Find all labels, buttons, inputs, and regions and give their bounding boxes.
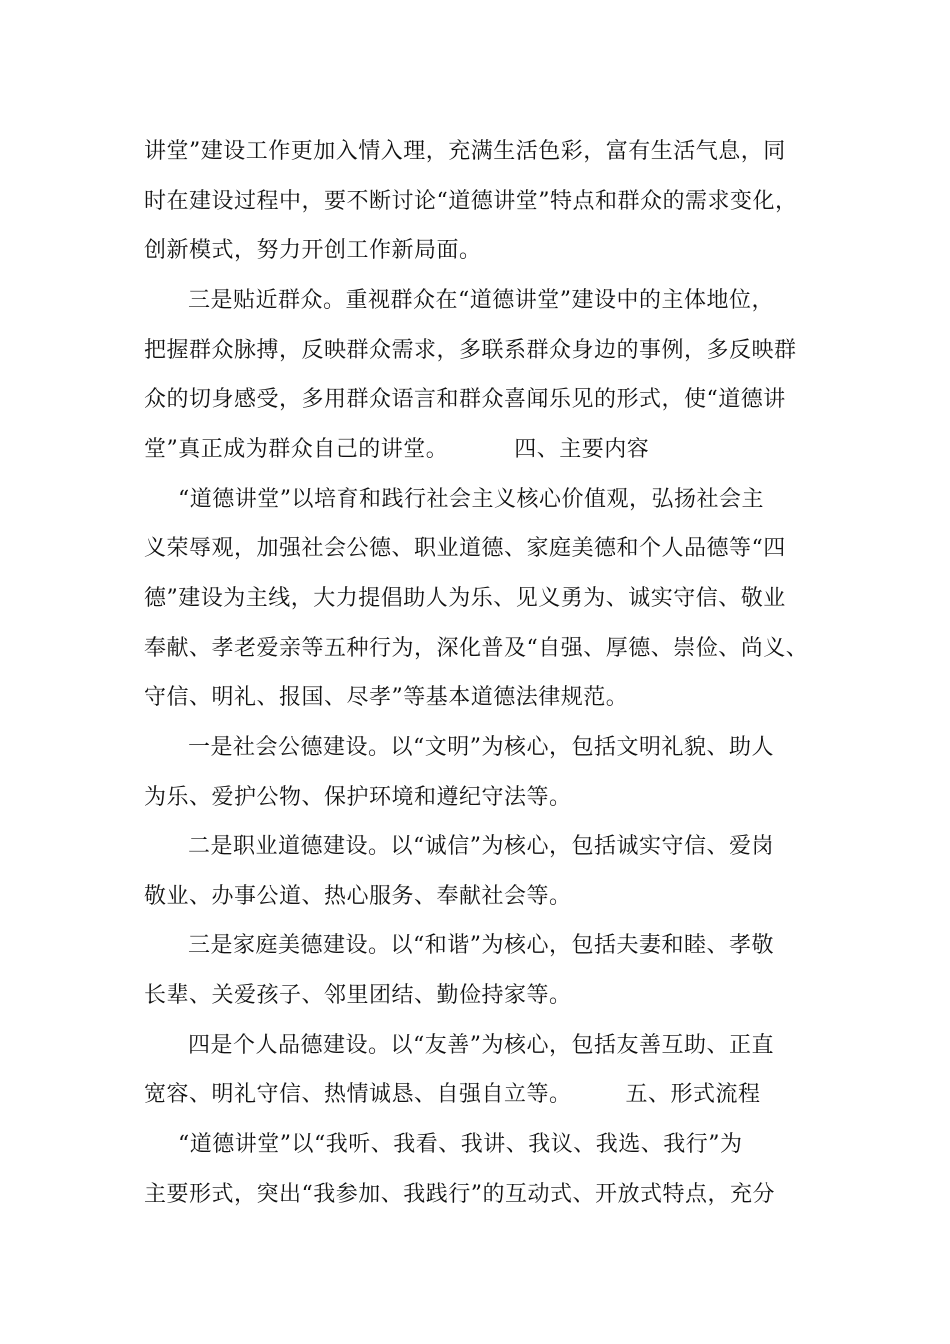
- paragraph-line: 众的切身感受，多用群众语言和群众喜闻乐见的形式，使“道德讲: [144, 387, 786, 412]
- paragraph-line: [0, 1081, 950, 1109]
- section-heading-4: 四、主要内容: [514, 437, 650, 462]
- paragraph-line: 义荣辱观，加强社会公德、职业道德、家庭美德和个人品德等“四: [144, 536, 786, 561]
- paragraph-line: 为乐、爱护公物、保护环境和遵纪守法等。: [144, 785, 572, 810]
- paragraph-line: 一是社会公德建设。以“文明”为核心，包括文明礼貌、助人: [188, 735, 774, 760]
- paragraph-line: 奉献、孝老爱亲等五种行为，深化普及“自强、厚德、崇俭、尚义、: [144, 636, 809, 661]
- paragraph-line: “道德讲堂”以“我听、我看、我讲、我议、我选、我行”为: [178, 1132, 743, 1157]
- paragraph-line: 敬业、办事公道、热心服务、奉献社会等。: [144, 884, 572, 909]
- paragraph-line: 时在建设过程中，要不断讨论“道德讲堂”特点和群众的需求变化，: [144, 189, 798, 214]
- paragraph-text: 宽容、明礼守信、热情诚恳、自强自立等。: [144, 1082, 572, 1107]
- paragraph-line: “道德讲堂”以培育和践行社会主义核心价值观，弘扬社会主: [178, 487, 764, 512]
- section-heading-5: 五、形式流程: [625, 1082, 761, 1107]
- paragraph-line: 三是家庭美德建设。以“和谐”为核心，包括夫妻和睦、孝敬: [188, 933, 774, 958]
- paragraph-line: 二是职业道德建设。以“诚信”为核心，包括诚实守信、爱岗: [188, 834, 774, 859]
- paragraph-line: 守信、明礼、报国、尽孝”等基本道德法律规范。: [144, 685, 629, 710]
- paragraph-line: 主要形式，突出“我参加、我践行”的互动式、开放式特点，充分: [144, 1182, 775, 1207]
- paragraph-line: 创新模式，努力开创工作新局面。: [144, 238, 482, 263]
- paragraph-text: 堂”真正成为群众自己的讲堂。: [144, 437, 449, 462]
- paragraph-line: 把握群众脉搏，反映群众需求，多联系群众身边的事例，多反映群: [144, 338, 797, 363]
- paragraph-line: 德”建设为主线，大力提倡助人为乐、见义勇为、诚实守信、敬业: [144, 586, 786, 611]
- paragraph-line: 长辈、关爱孩子、邻里团结、勤俭持家等。: [144, 983, 572, 1008]
- paragraph-line: 三是贴近群众。重视群众在“道德讲堂”建设中的主体地位，: [188, 288, 774, 313]
- paragraph-line: [0, 436, 950, 464]
- paragraph-line: 四是个人品德建设。以“友善”为核心，包括友善互助、正直: [188, 1033, 774, 1058]
- paragraph-line: 讲堂”建设工作更加入情入理，充满生活色彩，富有生活气息，同: [144, 139, 786, 164]
